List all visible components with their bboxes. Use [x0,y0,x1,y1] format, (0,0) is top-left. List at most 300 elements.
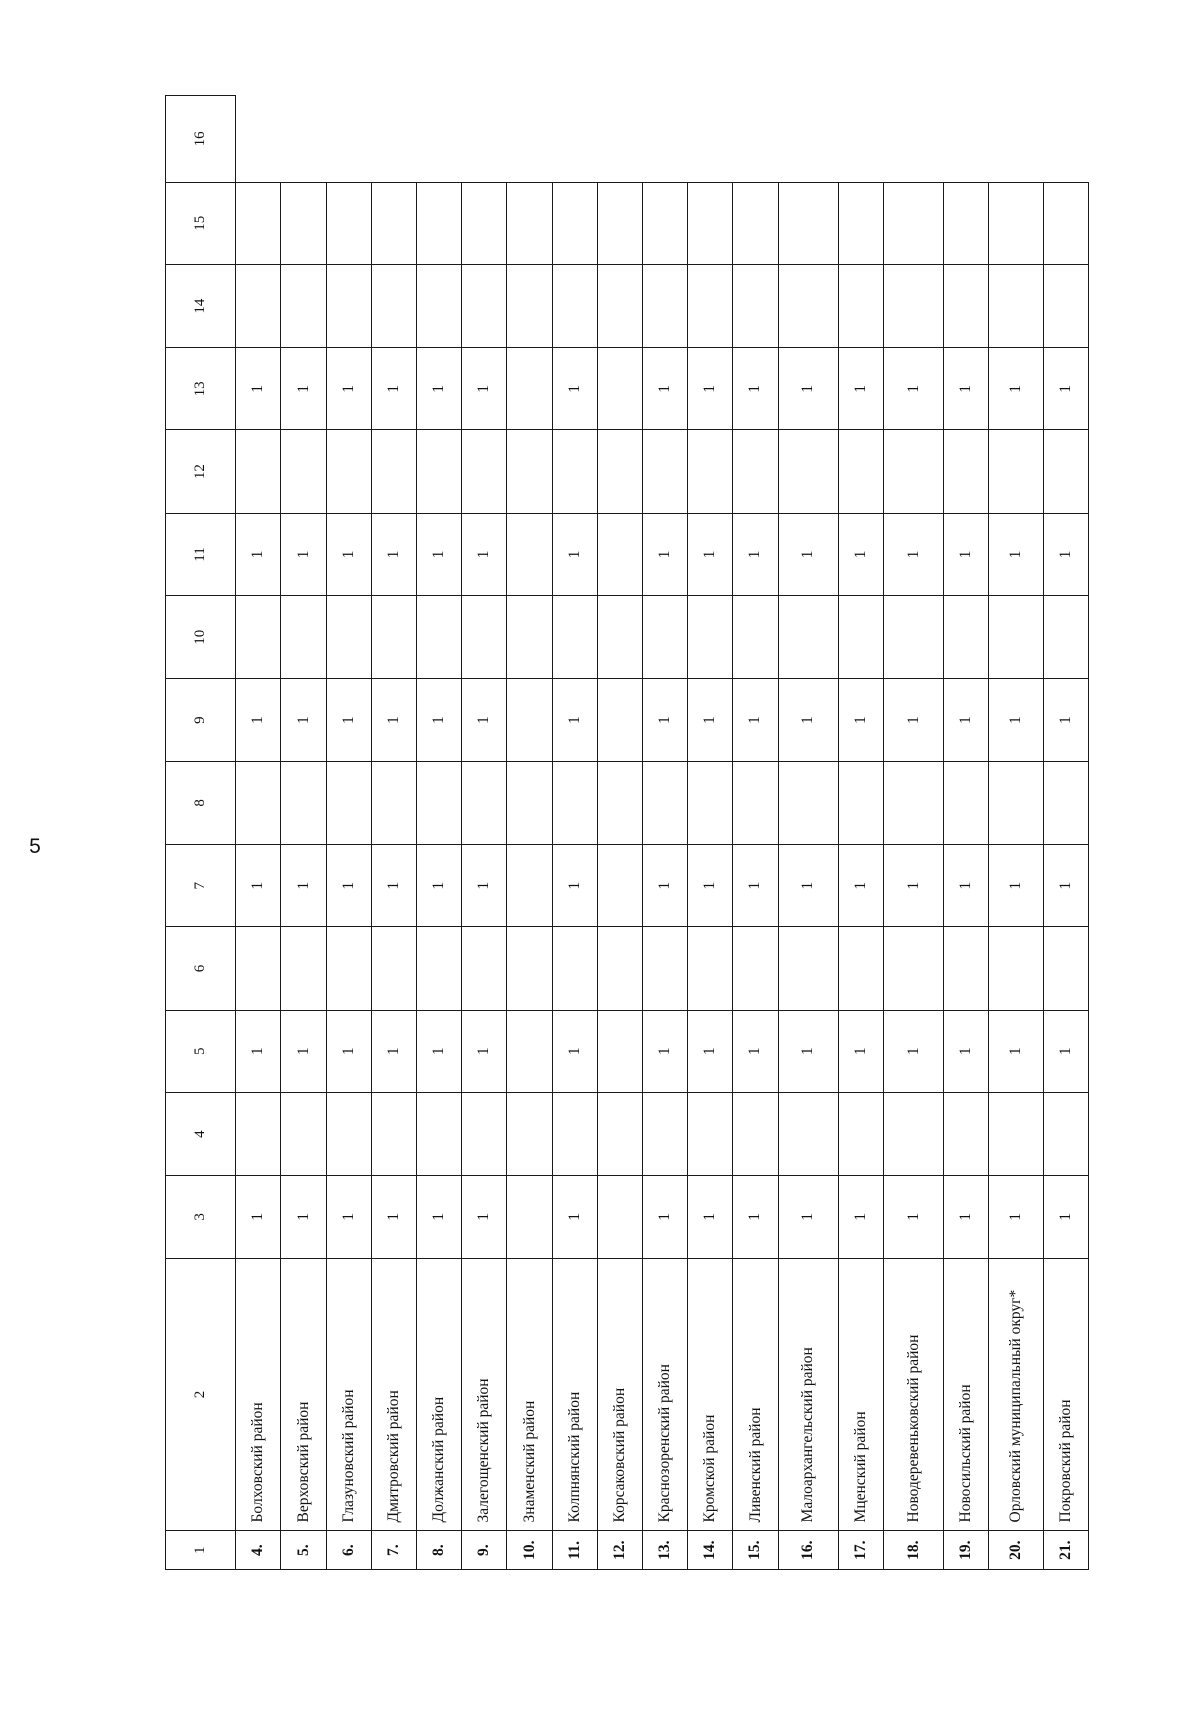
value-cell: 1 [688,1010,733,1092]
value-cell [642,264,687,347]
value-cell: 1 [1043,1176,1088,1258]
value-cell [1043,761,1088,844]
value-cell [597,264,642,347]
value-cell [778,430,838,513]
value-cell [507,1010,552,1092]
header-cell: 16 [166,96,236,183]
value-cell: 1 [371,845,416,927]
value-cell [597,845,642,927]
value-cell: 1 [371,513,416,595]
district-name: Должанский район [417,1258,462,1531]
district-name: Новосильский район [944,1258,989,1531]
table-row [507,96,552,1570]
value-cell [838,264,883,347]
district-name: Болховский район [236,1258,281,1531]
value-cell [989,1092,1043,1175]
value-cell: 1 [778,348,838,430]
row-number: 13. [642,1531,687,1570]
value-cell: 1 [236,845,281,927]
header-cell: 14 [166,264,236,347]
value-cell [1043,264,1088,347]
value-cell: 1 [1043,679,1088,761]
value-cell [597,348,642,430]
district-name: Колпнянский район [552,1258,597,1531]
value-cell [281,264,326,347]
district-name: Малоархангельский район [778,1258,838,1531]
value-cell [552,264,597,347]
value-cell [883,761,943,844]
value-cell: 1 [552,845,597,927]
value-cell [597,927,642,1010]
value-cell [462,182,507,264]
table-row [1043,96,1088,1570]
district-name: Дмитровский район [371,1258,416,1531]
value-cell [326,927,371,1010]
value-cell [281,761,326,844]
value-cell [989,761,1043,844]
value-cell: 1 [944,513,989,595]
value-cell [507,182,552,264]
value-cell [944,596,989,679]
value-cell: 1 [989,1010,1043,1092]
value-cell [371,430,416,513]
value-cell [688,596,733,679]
value-cell: 1 [1043,1010,1088,1092]
value-cell [597,513,642,595]
value-cell: 1 [552,513,597,595]
header-cell: 13 [166,348,236,430]
row-number: 6. [326,1531,371,1570]
value-cell [326,1092,371,1175]
row-number: 20. [989,1531,1043,1570]
value-cell [688,761,733,844]
row-number: 5. [281,1531,326,1570]
value-cell [642,761,687,844]
value-cell [778,761,838,844]
value-cell: 1 [236,1176,281,1258]
value-cell: 1 [883,348,943,430]
value-cell [883,182,943,264]
value-cell [944,761,989,844]
value-cell: 1 [688,513,733,595]
value-cell [326,430,371,513]
value-cell: 1 [281,348,326,430]
value-cell [838,430,883,513]
value-cell: 1 [838,1010,883,1092]
value-cell [507,596,552,679]
value-cell: 1 [642,513,687,595]
header-cell: 8 [166,761,236,844]
value-cell [597,1010,642,1092]
value-cell: 1 [733,1176,778,1258]
value-cell [597,182,642,264]
value-cell: 1 [838,513,883,595]
value-cell: 1 [944,845,989,927]
value-cell [733,182,778,264]
value-cell [944,182,989,264]
value-cell [989,430,1043,513]
header-cell: 7 [166,845,236,927]
value-cell: 1 [552,1010,597,1092]
value-cell: 1 [281,845,326,927]
value-cell [281,430,326,513]
value-cell [778,596,838,679]
value-cell: 1 [326,513,371,595]
header-row [166,96,236,1570]
value-cell [371,761,416,844]
value-cell: 1 [281,1176,326,1258]
value-cell [989,596,1043,679]
value-cell: 1 [417,513,462,595]
row-number: 8. [417,1531,462,1570]
value-cell: 1 [552,1176,597,1258]
value-cell [944,1092,989,1175]
value-cell [883,1092,943,1175]
value-cell: 1 [778,1176,838,1258]
value-cell [236,927,281,1010]
value-cell [236,596,281,679]
value-cell: 1 [944,679,989,761]
header-cell: 5 [166,1010,236,1092]
value-cell [326,596,371,679]
value-cell [417,761,462,844]
header-cell: 15 [166,182,236,264]
value-cell: 1 [688,679,733,761]
value-cell: 1 [417,679,462,761]
value-cell [688,182,733,264]
value-cell: 1 [462,513,507,595]
table-row [778,96,838,1570]
table-container [165,95,1089,1570]
table-row [417,96,462,1570]
page-number: 5 [29,835,41,858]
value-cell: 1 [778,679,838,761]
value-cell [989,182,1043,264]
header-cell: 12 [166,430,236,513]
value-cell [236,430,281,513]
value-cell [1043,182,1088,264]
value-cell [371,264,416,347]
value-cell [236,182,281,264]
value-cell: 1 [326,1010,371,1092]
value-cell [733,1092,778,1175]
district-name: Верховский район [281,1258,326,1531]
value-cell: 1 [989,679,1043,761]
value-cell: 1 [883,1176,943,1258]
district-name: Покровский район [1043,1258,1088,1531]
value-cell: 1 [462,679,507,761]
value-cell: 1 [371,348,416,430]
value-cell [733,761,778,844]
value-cell [507,761,552,844]
row-number: 17. [838,1531,883,1570]
value-cell: 1 [688,348,733,430]
value-cell [417,264,462,347]
value-cell: 1 [883,845,943,927]
value-cell: 1 [989,845,1043,927]
value-cell: 1 [326,1176,371,1258]
value-cell: 1 [778,845,838,927]
table-row [236,96,281,1570]
value-cell: 1 [778,1010,838,1092]
value-cell [838,596,883,679]
value-cell: 1 [1043,348,1088,430]
value-cell [688,264,733,347]
value-cell: 1 [944,1176,989,1258]
row-number: 15. [733,1531,778,1570]
header-cell: 1 [166,1531,236,1570]
value-cell [642,182,687,264]
row-number: 18. [883,1531,943,1570]
header-cell: 4 [166,1092,236,1175]
value-cell [507,1176,552,1258]
value-cell: 1 [552,679,597,761]
value-cell [733,596,778,679]
value-cell: 1 [326,679,371,761]
table-row [462,96,507,1570]
value-cell [236,761,281,844]
value-cell [507,679,552,761]
value-cell [778,1092,838,1175]
value-cell [838,761,883,844]
value-cell [552,596,597,679]
value-cell: 1 [236,348,281,430]
value-cell [281,596,326,679]
value-cell: 1 [883,513,943,595]
header-cell: 11 [166,513,236,595]
value-cell [326,761,371,844]
value-cell [838,182,883,264]
table-row [688,96,733,1570]
value-cell: 1 [236,513,281,595]
value-cell [1043,430,1088,513]
value-cell [462,264,507,347]
value-cell [597,1092,642,1175]
value-cell [552,182,597,264]
value-cell: 1 [236,679,281,761]
value-cell: 1 [688,845,733,927]
value-cell: 1 [688,1176,733,1258]
value-cell [597,679,642,761]
value-cell [462,761,507,844]
value-cell [326,264,371,347]
value-cell: 1 [778,513,838,595]
value-cell: 1 [236,1010,281,1092]
value-cell [733,264,778,347]
value-cell: 1 [326,348,371,430]
value-cell [597,596,642,679]
value-cell [507,1092,552,1175]
value-cell [507,430,552,513]
value-cell [462,1092,507,1175]
value-cell [1043,1092,1088,1175]
value-cell [989,927,1043,1010]
table-row [326,96,371,1570]
value-cell: 1 [733,348,778,430]
value-cell [642,927,687,1010]
value-cell [838,1092,883,1175]
value-cell [944,927,989,1010]
value-cell [462,927,507,1010]
value-cell [883,596,943,679]
value-cell: 1 [552,348,597,430]
value-cell: 1 [281,1010,326,1092]
value-cell: 1 [371,1176,416,1258]
header-cell: 2 [166,1258,236,1531]
value-cell: 1 [642,348,687,430]
value-cell [1043,927,1088,1010]
value-cell [688,927,733,1010]
value-cell: 1 [944,1010,989,1092]
row-number: 12. [597,1531,642,1570]
table-row [989,96,1043,1570]
row-number: 19. [944,1531,989,1570]
value-cell [989,264,1043,347]
table-row [597,96,642,1570]
value-cell: 1 [733,1010,778,1092]
row-number: 11. [552,1531,597,1570]
value-cell: 1 [326,845,371,927]
value-cell [417,596,462,679]
value-cell: 1 [642,845,687,927]
value-cell [507,845,552,927]
table-row [281,96,326,1570]
table-row [552,96,597,1570]
district-name: Орловский муниципальный округ* [989,1258,1043,1531]
value-cell [507,348,552,430]
row-number: 21. [1043,1531,1088,1570]
value-cell: 1 [838,348,883,430]
value-cell [281,1092,326,1175]
value-cell [597,761,642,844]
value-cell [281,927,326,1010]
value-cell [417,182,462,264]
header-cell: 9 [166,679,236,761]
header-cell: 10 [166,596,236,679]
table-row [733,96,778,1570]
value-cell: 1 [371,1010,416,1092]
value-cell [838,927,883,1010]
value-cell [507,264,552,347]
value-cell [733,430,778,513]
value-cell [326,182,371,264]
value-cell [417,927,462,1010]
value-cell [944,430,989,513]
value-cell: 1 [417,1176,462,1258]
value-cell [778,182,838,264]
district-name: Залегощенский район [462,1258,507,1531]
header-cell: 6 [166,927,236,1010]
table-row [838,96,883,1570]
value-cell [507,927,552,1010]
value-cell: 1 [642,679,687,761]
value-cell: 1 [733,513,778,595]
value-cell [883,430,943,513]
row-number: 16. [778,1531,838,1570]
district-name: Кромской район [688,1258,733,1531]
value-cell: 1 [733,845,778,927]
row-number: 7. [371,1531,416,1570]
value-cell: 1 [838,1176,883,1258]
value-cell [417,1092,462,1175]
districts-table [165,95,1089,1570]
table-row [944,96,989,1570]
value-cell: 1 [417,348,462,430]
value-cell: 1 [1043,845,1088,927]
value-cell: 1 [642,1010,687,1092]
value-cell: 1 [462,1176,507,1258]
value-cell [281,182,326,264]
value-cell [462,430,507,513]
value-cell [597,430,642,513]
table-row [883,96,943,1570]
row-number: 4. [236,1531,281,1570]
district-name: Корсаковский район [597,1258,642,1531]
district-name: Глазуновский район [326,1258,371,1531]
value-cell [778,927,838,1010]
value-cell: 1 [883,1010,943,1092]
row-number: 10. [507,1531,552,1570]
value-cell [688,430,733,513]
value-cell [371,927,416,1010]
value-cell [552,927,597,1010]
value-cell [597,1176,642,1258]
row-number: 9. [462,1531,507,1570]
row-number: 14. [688,1531,733,1570]
value-cell: 1 [733,679,778,761]
value-cell: 1 [462,1010,507,1092]
table-row [371,96,416,1570]
value-cell: 1 [417,1010,462,1092]
value-cell: 1 [989,513,1043,595]
value-cell [733,927,778,1010]
value-cell [1043,596,1088,679]
table-row [642,96,687,1570]
value-cell [552,430,597,513]
value-cell: 1 [462,348,507,430]
value-cell [778,264,838,347]
value-cell: 1 [281,679,326,761]
value-cell [462,596,507,679]
value-cell [642,1092,687,1175]
value-cell: 1 [281,513,326,595]
value-cell [883,927,943,1010]
value-cell: 1 [883,679,943,761]
district-name: Знаменский район [507,1258,552,1531]
value-cell: 1 [989,1176,1043,1258]
value-cell: 1 [371,679,416,761]
value-cell: 1 [989,348,1043,430]
district-name: Ливенский район [733,1258,778,1531]
value-cell [507,513,552,595]
value-cell [552,761,597,844]
value-cell [883,264,943,347]
value-cell: 1 [838,845,883,927]
value-cell: 1 [1043,513,1088,595]
district-name: Краснозоренский район [642,1258,687,1531]
value-cell [642,430,687,513]
district-name: Новодеревеньковский район [883,1258,943,1531]
value-cell [371,596,416,679]
value-cell [371,1092,416,1175]
value-cell [688,1092,733,1175]
district-name: Мценский район [838,1258,883,1531]
value-cell: 1 [838,679,883,761]
value-cell [417,430,462,513]
value-cell: 1 [462,845,507,927]
value-cell [236,1092,281,1175]
header-cell: 3 [166,1176,236,1258]
